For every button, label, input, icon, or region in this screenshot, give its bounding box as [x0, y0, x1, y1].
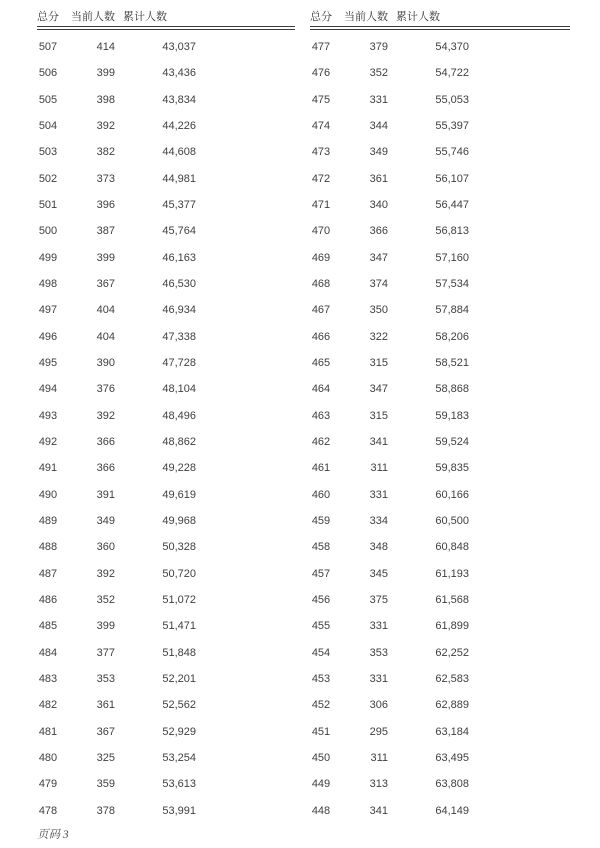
cumulative-cell: 44,608: [162, 146, 196, 159]
cumulative-cell: 47,728: [162, 357, 196, 370]
table-row: [310, 587, 570, 613]
cumulative-cell: 59,524: [435, 436, 469, 449]
table-row: [310, 245, 570, 271]
score-cell: 465: [311, 357, 331, 370]
table-row: [37, 34, 295, 60]
count-cell: 341: [369, 436, 388, 449]
table-body-right: [310, 34, 570, 824]
score-cell: 479: [38, 778, 58, 791]
score-cell: 492: [38, 436, 58, 449]
score-cell: 464: [311, 383, 331, 396]
cumulative-cell: 63,495: [435, 752, 469, 765]
score-cell: 459: [311, 515, 331, 528]
cumulative-cell: 54,370: [435, 41, 469, 54]
count-cell: 322: [369, 330, 388, 343]
table-row: [37, 429, 295, 455]
count-cell: 352: [96, 594, 115, 607]
score-cell: 478: [38, 804, 58, 817]
table-row: [310, 771, 570, 797]
count-cell: 392: [96, 120, 115, 133]
score-cell: 468: [311, 278, 331, 291]
table-row: [37, 139, 295, 165]
cumulative-cell: 43,037: [162, 41, 196, 54]
table-row: [37, 534, 295, 560]
cumulative-cell: 63,808: [435, 778, 469, 791]
table-row: [37, 771, 295, 797]
table-row: [37, 719, 295, 745]
table-row: [310, 798, 570, 824]
table-row: [37, 508, 295, 534]
table-row: [37, 692, 295, 718]
cumulative-cell: 49,619: [162, 488, 196, 501]
table-row: [310, 297, 570, 323]
score-cell: 453: [311, 673, 331, 686]
count-cell: 398: [96, 93, 115, 106]
count-cell: 399: [96, 251, 115, 264]
table-row: [37, 87, 295, 113]
score-cell: 449: [311, 778, 331, 791]
table-row: [37, 271, 295, 297]
cumulative-cell: 57,160: [435, 251, 469, 264]
cumulative-cell: 47,338: [162, 330, 196, 343]
count-cell: 396: [96, 199, 115, 212]
count-cell: 311: [370, 462, 388, 475]
score-cell: 506: [38, 67, 58, 80]
cumulative-cell: 50,720: [162, 567, 196, 580]
score-cell: 483: [38, 673, 58, 686]
cumulative-cell: 43,436: [162, 67, 196, 80]
cumulative-cell: 53,613: [162, 778, 196, 791]
score-table-left: [37, 8, 295, 824]
table-row: [310, 324, 570, 350]
table-row: [310, 640, 570, 666]
table-row: [310, 403, 570, 429]
cumulative-cell: 52,201: [162, 673, 196, 686]
cumulative-cell: 60,848: [435, 541, 469, 554]
cumulative-cell: 55,397: [435, 120, 469, 133]
count-cell: 313: [369, 778, 388, 791]
cumulative-cell: 56,447: [435, 199, 469, 212]
cumulative-cell: 46,934: [162, 304, 196, 317]
cumulative-cell: 59,183: [435, 409, 469, 422]
count-cell: 331: [369, 488, 388, 501]
score-cell: 455: [311, 620, 331, 633]
score-cell: 501: [38, 199, 58, 212]
cumulative-cell: 44,226: [162, 120, 196, 133]
table-row: [37, 218, 295, 244]
table-row: [310, 482, 570, 508]
cumulative-cell: 56,107: [435, 172, 469, 185]
score-cell: 458: [311, 541, 331, 554]
cumulative-cell: 59,835: [435, 462, 469, 475]
cumulative-cell: 51,471: [162, 620, 196, 633]
table-row: [310, 166, 570, 192]
score-cell: 494: [38, 383, 58, 396]
table-header-left: [37, 8, 295, 24]
table-row: [310, 87, 570, 113]
count-cell: 387: [96, 225, 115, 238]
score-cell: 500: [38, 225, 58, 238]
table-header-right: [310, 8, 570, 24]
table-row: [37, 745, 295, 771]
cumulative-cell: 54,722: [435, 67, 469, 80]
table-row: [37, 192, 295, 218]
cumulative-cell: 53,254: [162, 752, 196, 765]
score-cell: 466: [311, 330, 331, 343]
count-cell: 404: [96, 330, 115, 343]
header-total-score: 总分: [37, 11, 59, 23]
count-cell: 348: [369, 541, 388, 554]
cumulative-cell: 44,981: [162, 172, 196, 185]
table-row: [310, 34, 570, 60]
count-cell: 373: [96, 172, 115, 185]
cumulative-cell: 45,764: [162, 225, 196, 238]
count-cell: 353: [369, 646, 388, 659]
table-row: [310, 139, 570, 165]
count-cell: 377: [96, 646, 115, 659]
count-cell: 361: [96, 699, 115, 712]
table-row: [37, 60, 295, 86]
score-cell: 503: [38, 146, 58, 159]
table-row: [310, 692, 570, 718]
table-row: [310, 666, 570, 692]
count-cell: 360: [96, 541, 115, 554]
cumulative-cell: 50,328: [162, 541, 196, 554]
score-cell: 454: [311, 646, 331, 659]
score-cell: 489: [38, 515, 58, 528]
score-cell: 467: [311, 304, 331, 317]
score-cell: 493: [38, 409, 58, 422]
score-cell: 450: [311, 752, 331, 765]
header-current-count: 当前人数: [344, 11, 388, 23]
table-row: [310, 218, 570, 244]
count-cell: 350: [369, 304, 388, 317]
score-cell: 504: [38, 120, 58, 133]
score-cell: 470: [311, 225, 331, 238]
table-row: [37, 561, 295, 587]
count-cell: 361: [369, 172, 388, 185]
table-row: [37, 297, 295, 323]
score-cell: 480: [38, 752, 58, 765]
score-cell: 460: [311, 488, 331, 501]
header-double-rule: [37, 26, 295, 30]
score-cell: 477: [311, 41, 331, 54]
cumulative-cell: 48,862: [162, 436, 196, 449]
count-cell: 349: [369, 146, 388, 159]
score-cell: 495: [38, 357, 58, 370]
count-cell: 392: [96, 409, 115, 422]
cumulative-cell: 62,252: [435, 646, 469, 659]
count-cell: 359: [96, 778, 115, 791]
table-row: [37, 403, 295, 429]
header-current-count: 当前人数: [71, 11, 115, 23]
count-cell: 349: [96, 515, 115, 528]
cumulative-cell: 55,053: [435, 93, 469, 106]
score-cell: 469: [311, 251, 331, 264]
score-cell: 451: [311, 725, 331, 738]
count-cell: 366: [369, 225, 388, 238]
table-row: [310, 745, 570, 771]
cumulative-cell: 61,568: [435, 594, 469, 607]
count-cell: 366: [96, 436, 115, 449]
table-row: [310, 455, 570, 481]
table-row: [37, 245, 295, 271]
table-row: [310, 192, 570, 218]
count-cell: 404: [96, 304, 115, 317]
score-cell: 463: [311, 409, 331, 422]
table-body-left: [37, 34, 295, 824]
count-cell: 331: [369, 620, 388, 633]
count-cell: 352: [369, 67, 388, 80]
score-cell: 487: [38, 567, 58, 580]
table-row: [310, 561, 570, 587]
score-cell: 497: [38, 304, 58, 317]
table-row: [310, 350, 570, 376]
cumulative-cell: 48,496: [162, 409, 196, 422]
table-row: [37, 324, 295, 350]
score-cell: 471: [311, 199, 331, 212]
header-cumulative-count: 累计人数: [123, 11, 167, 23]
score-cell: 452: [311, 699, 331, 712]
score-cell: 498: [38, 278, 58, 291]
score-cell: 502: [38, 172, 58, 185]
cumulative-cell: 58,521: [435, 357, 469, 370]
score-cell: 474: [311, 120, 331, 133]
cumulative-cell: 43,834: [162, 93, 196, 106]
score-cell: 507: [38, 41, 58, 54]
score-cell: 505: [38, 93, 58, 106]
count-cell: 344: [369, 120, 388, 133]
score-cell: 475: [311, 93, 331, 106]
table-row: [37, 455, 295, 481]
cumulative-cell: 56,813: [435, 225, 469, 238]
table-row: [310, 60, 570, 86]
cumulative-cell: 60,500: [435, 515, 469, 528]
count-cell: 325: [96, 752, 115, 765]
count-cell: 414: [96, 41, 115, 54]
count-cell: 382: [96, 146, 115, 159]
count-cell: 306: [369, 699, 388, 712]
score-cell: 490: [38, 488, 58, 501]
count-cell: 353: [96, 673, 115, 686]
cumulative-cell: 57,534: [435, 278, 469, 291]
cumulative-cell: 52,562: [162, 699, 196, 712]
table-row: [310, 271, 570, 297]
header-double-rule: [310, 26, 570, 30]
score-cell: 472: [311, 172, 331, 185]
table-row: [310, 613, 570, 639]
table-row: [310, 429, 570, 455]
count-cell: 392: [96, 567, 115, 580]
cumulative-cell: 58,868: [435, 383, 469, 396]
header-cumulative-count: 累计人数: [396, 11, 440, 23]
table-row: [310, 719, 570, 745]
table-row: [310, 113, 570, 139]
score-cell: 448: [311, 804, 331, 817]
count-cell: 374: [369, 278, 388, 291]
table-row: [37, 350, 295, 376]
count-cell: 378: [96, 804, 115, 817]
cumulative-cell: 63,184: [435, 725, 469, 738]
cumulative-cell: 57,884: [435, 304, 469, 317]
count-cell: 367: [96, 278, 115, 291]
table-row: [37, 798, 295, 824]
cumulative-cell: 52,929: [162, 725, 196, 738]
score-cell: 457: [311, 567, 331, 580]
cumulative-cell: 62,583: [435, 673, 469, 686]
page-number: 页码 3: [37, 829, 69, 841]
count-cell: 399: [96, 67, 115, 80]
score-cell: 482: [38, 699, 58, 712]
cumulative-cell: 46,530: [162, 278, 196, 291]
score-cell: 499: [38, 251, 58, 264]
count-cell: 315: [369, 357, 388, 370]
cumulative-cell: 49,228: [162, 462, 196, 475]
count-cell: 347: [369, 383, 388, 396]
count-cell: 331: [369, 93, 388, 106]
count-cell: 376: [96, 383, 115, 396]
score-cell: 456: [311, 594, 331, 607]
cumulative-cell: 53,991: [162, 804, 196, 817]
table-row: [37, 587, 295, 613]
cumulative-cell: 45,377: [162, 199, 196, 212]
count-cell: 345: [369, 567, 388, 580]
table-row: [37, 666, 295, 692]
count-cell: 295: [369, 725, 388, 738]
score-cell: 491: [38, 462, 58, 475]
score-cell: 486: [38, 594, 58, 607]
table-row: [37, 113, 295, 139]
score-cell: 496: [38, 330, 58, 343]
count-cell: 347: [369, 251, 388, 264]
table-row: [37, 613, 295, 639]
cumulative-cell: 55,746: [435, 146, 469, 159]
count-cell: 340: [369, 199, 388, 212]
score-cell: 461: [311, 462, 331, 475]
table-row: [310, 376, 570, 402]
table-row: [310, 534, 570, 560]
cumulative-cell: 62,889: [435, 699, 469, 712]
table-row: [37, 482, 295, 508]
count-cell: 391: [96, 488, 115, 501]
table-row: [37, 166, 295, 192]
score-cell: 481: [38, 725, 58, 738]
cumulative-cell: 64,149: [435, 804, 469, 817]
count-cell: 334: [369, 515, 388, 528]
cumulative-cell: 58,206: [435, 330, 469, 343]
score-cell: 476: [311, 67, 331, 80]
count-cell: 341: [369, 804, 388, 817]
score-cell: 473: [311, 146, 331, 159]
cumulative-cell: 60,166: [435, 488, 469, 501]
cumulative-cell: 61,899: [435, 620, 469, 633]
score-table-right: [310, 8, 570, 824]
cumulative-cell: 51,072: [162, 594, 196, 607]
count-cell: 399: [96, 620, 115, 633]
count-cell: 366: [96, 462, 115, 475]
cumulative-cell: 49,968: [162, 515, 196, 528]
table-row: [37, 640, 295, 666]
count-cell: 315: [369, 409, 388, 422]
cumulative-cell: 51,848: [162, 646, 196, 659]
cumulative-cell: 61,193: [435, 567, 469, 580]
count-cell: 367: [96, 725, 115, 738]
cumulative-cell: 48,104: [162, 383, 196, 396]
count-cell: 311: [370, 752, 388, 765]
score-cell: 462: [311, 436, 331, 449]
cumulative-cell: 46,163: [162, 251, 196, 264]
score-cell: 484: [38, 646, 58, 659]
count-cell: 375: [369, 594, 388, 607]
score-cell: 485: [38, 620, 58, 633]
table-row: [37, 376, 295, 402]
count-cell: 331: [369, 673, 388, 686]
count-cell: 379: [369, 41, 388, 54]
header-total-score: 总分: [310, 11, 332, 23]
table-row: [310, 508, 570, 534]
score-cell: 488: [38, 541, 58, 554]
count-cell: 390: [96, 357, 115, 370]
